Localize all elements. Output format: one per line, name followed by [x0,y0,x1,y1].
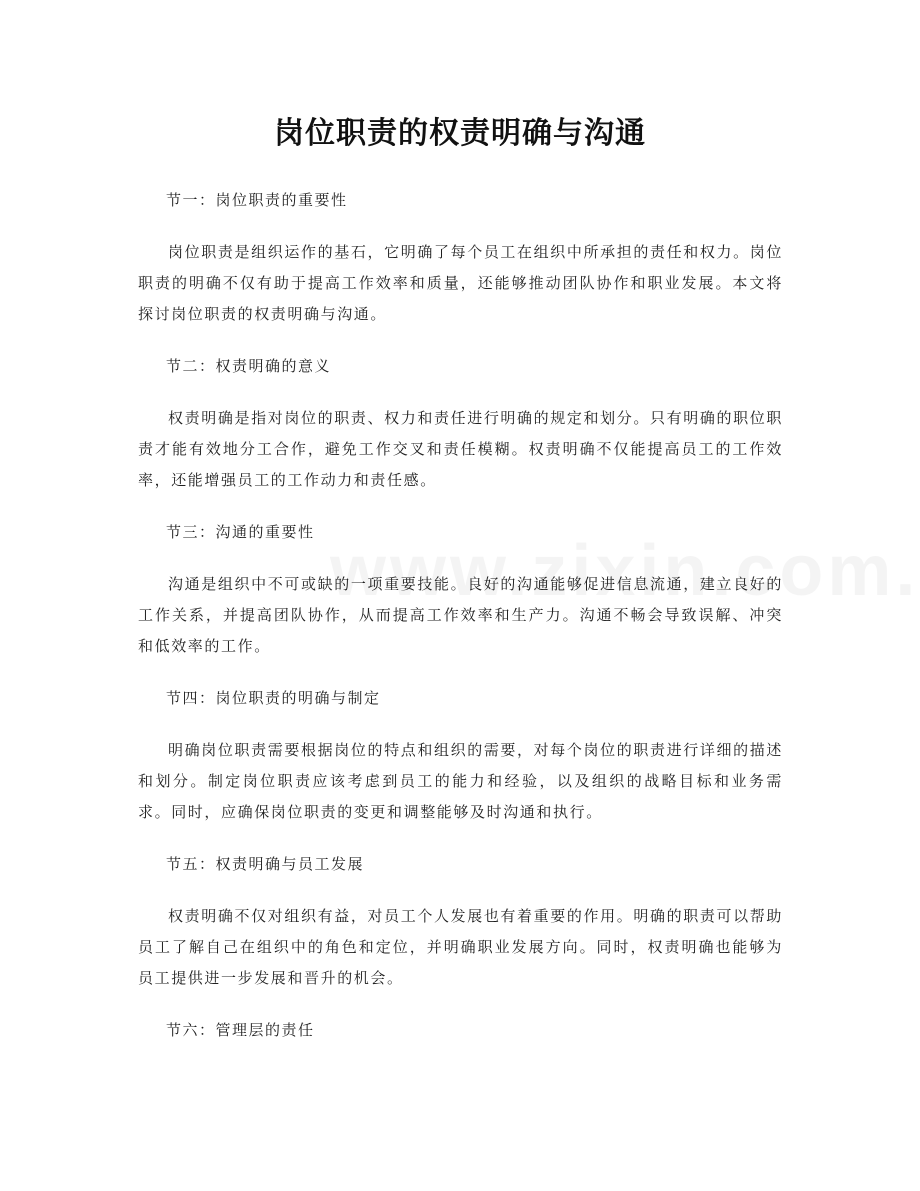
section-paragraph-1: 岗位职责是组织运作的基石，它明确了每个员工在组织中所承担的责任和权力。岗位职责的明确不仅有助于提高工作效率和质量，还能够推动团队协作和职业发展。本文将探讨岗位职责的权责明确与沟通。 [138,243,783,323]
document-body [138,184,783,1046]
section-paragraph-4: 明确岗位职责需要根据岗位的特点和组织的需要，对每个岗位的职责进行详细的描述和划分。制定岗位职责应该考虑到员工的能力和经验，以及组织的战略目标和业务需求。同时，应确保岗位职责的变更和调整能够及时沟通和执行。 [138,741,783,821]
section-paragraph-5: 权责明确不仅对组织有益，对员工个人发展也有着重要的作用。明确的职责可以帮助员工了解自己在组织中的角色和定位，并明确职业发展方向。同时，权责明确也能够为员工提供进一步发展和晋升的机会。 [138,907,783,987]
section-heading-4: 节四：岗位职责的明确与制定 [166,689,381,707]
section-heading-6: 节六：管理层的责任 [166,1021,315,1039]
section-paragraph-3: 沟通是组织中不可或缺的一项重要技能。良好的沟通能够促进信息流通，建立良好的工作关系，并提高团队协作，从而提高工作效率和生产力。沟通不畅会导致误解、冲突和低效率的工作。 [138,575,783,655]
section-heading-5: 节五：权责明确与员工发展 [166,855,365,873]
section-heading-1: 节一：岗位职责的重要性 [166,191,348,209]
section-heading-3: 节三：沟通的重要性 [166,523,315,541]
section-heading-2: 节二：权责明确的意义 [166,357,332,375]
section-paragraph-2: 权责明确是指对岗位的职责、权力和责任进行明确的规定和划分。只有明确的职位职责才能有效地分工合作，避免工作交叉和责任模糊。权责明确不仅能提高员工的工作效率，还能增强员工的工作动力和责任感。 [138,409,783,489]
document-title: 岗位职责的权责明确与沟通 [274,116,646,151]
